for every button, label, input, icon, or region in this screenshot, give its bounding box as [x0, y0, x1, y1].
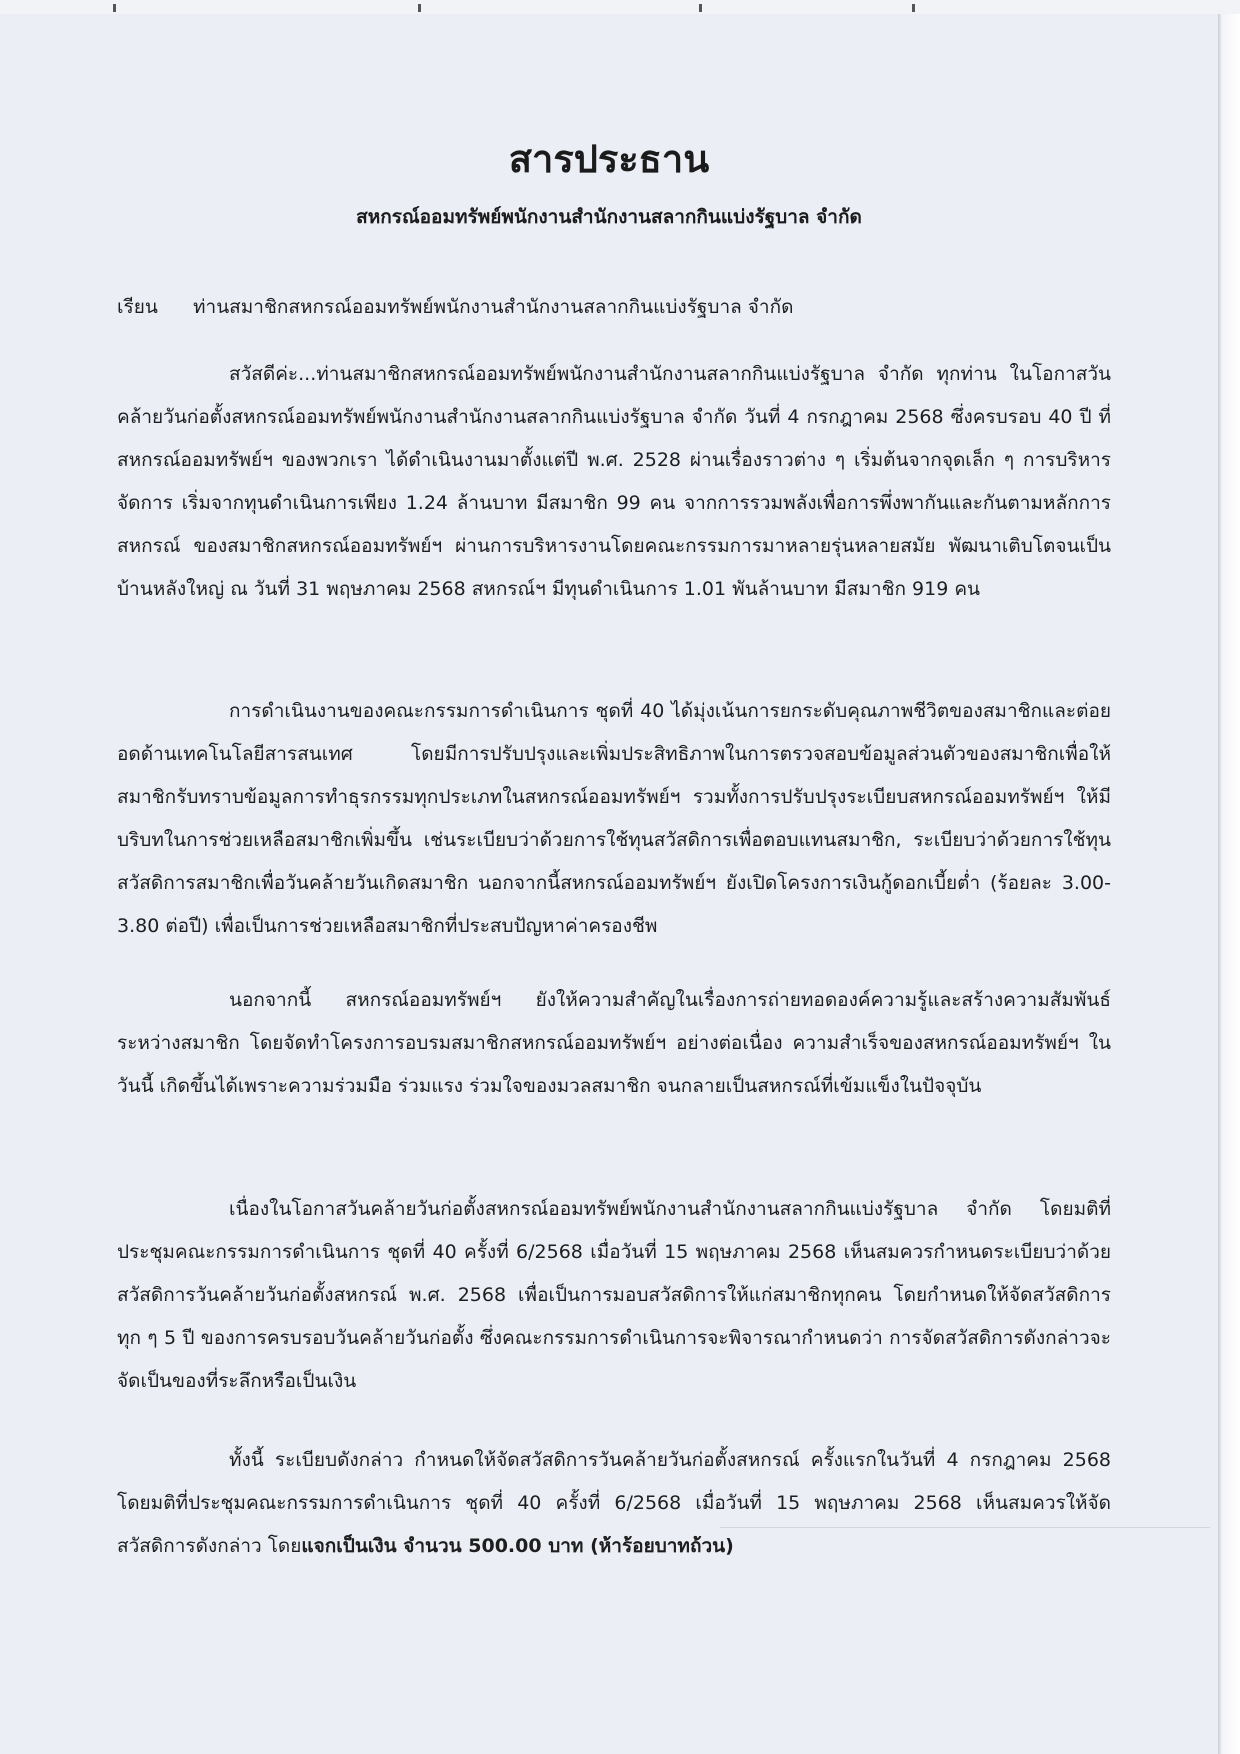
paragraph-4: เนื่องในโอกาสวันคล้ายวันก่อตั้งสหกรณ์ออมทรัพย์พนักงานสำนักงานสลากกินแบ่งรัฐบาล จำกัด โดยมติที่ประชุมคณะกรรมการดำเนินการ ชุดที่ 40 ครั้งที่ 6/2568 เมื่อวันที่ 15 พฤษภาคม 2568 เห็นสมควรกำหนดระเบียบว่าด้วย สวัสดิการวันคล้ายวันก่อตั้งสหกรณ์ พ.ศ. 2568 เพื่อเป็นการมอบสวัสดิการให้แก่สมาชิกทุกคน โดยกำหนดให้จัดสวัสดิการ ทุก ๆ 5 ปี ของการครบรอบวันคล้ายวันก่อตั้ง ซึ่งคณะกรรมการดำเนินการจะพิจารณากำหนดว่า การจัดสวัสดิการดังกล่าวจะจัดเป็นของที่ระลึกหรือเป็นเงิน — [117, 1198, 1111, 1392]
scan-top-strip — [0, 0, 1240, 14]
salutation-label: เรียน — [117, 296, 158, 318]
paragraph-2: การดำเนินงานของคณะกรรมการดำเนินการ ชุดที่ 40 ได้มุ่งเน้นการยกระดับคุณภาพชีวิตของสมาชิกและต่อยอดด้านเทคโนโลยีสารสนเทศ โดยมีการปรับปรุงและเพิ่มประสิทธิภาพในการตรวจสอบข้อมูลส่วนตัวของสมาชิกเพื่อให้สมาชิกรับทราบข้อมูลการทำธุรกรรมทุกประเภทในสหกรณ์ออมทรัพย์ฯ รวมทั้งการปรับปรุงระเบียบสหกรณ์ออมทรัพย์ฯ ให้มีบริบทในการช่วยเหลือสมาชิกเพิ่มขึ้น เช่นระเบียบว่าด้วยการใช้ทุนสวัสดิการเพื่อตอบแทนสมาชิก, ระเบียบว่าด้วยการใช้ทุนสวัสดิการสมาชิกเพื่อวันคล้ายวันเกิดสมาชิก นอกจากนี้สหกรณ์ออมทรัพย์ฯ ยังเปิดโครงการเงินกู้ดอกเบี้ยต่ำ (ร้อยละ 3.00-3.80 ต่อปี) เพื่อเป็นการช่วยเหลือสมาชิกที่ประสบปัญหาค่าครองชีพ — [117, 700, 1111, 937]
salutation — [117, 292, 793, 322]
scan-mark — [418, 4, 421, 12]
paragraph-3: นอกจากนี้ สหกรณ์ออมทรัพย์ฯ ยังให้ความสำคัญในเรื่องการถ่ายทอดองค์ความรู้และสร้างความสัมพันธ์ระหว่างสมาชิก โดยจัดทำโครงการอบรมสมาชิกสหกรณ์ออมทรัพย์ฯ อย่างต่อเนื่อง ความสำเร็จของสหกรณ์ออมทรัพย์ฯ ในวันนี้ เกิดขึ้นได้เพราะความร่วมมือ ร่วมแรง ร่วมใจของมวลสมาชิก จนกลายเป็นสหกรณ์ที่เข้มแข็งในปัจจุบัน — [117, 989, 1111, 1097]
salutation-recipient: ท่านสมาชิกสหกรณ์ออมทรัพย์พนักงานสำนักงานสลากกินแบ่งรัฐบาล จำกัด — [193, 296, 794, 318]
scan-mark — [912, 4, 915, 12]
paragraph-1: สวัสดีค่ะ...ท่านสมาชิกสหกรณ์ออมทรัพย์พนักงานสำนักงานสลากกินแบ่งรัฐบาล จำกัด ทุกท่าน ในโอกาสวันคล้ายวันก่อตั้งสหกรณ์ออมทรัพย์พนักงานสำนักงานสลากกินแบ่งรัฐบาล จำกัด วันที่ 4 กรกฎาคม 2568 ซึ่งครบรอบ 40 ปี ที่สหกรณ์ออมทรัพย์ฯ ของพวกเรา ได้ดำเนินงานมาตั้งแต่ปี พ.ศ. 2528 ผ่านเรื่องราวต่าง ๆ เริ่มต้นจากจุดเล็ก ๆ การบริหารจัดการ เริ่มจากทุนดำเนินการเพียง 1.24 ล้านบาท มีสมาชิก 99 คน จากการรวมพลังเพื่อการพึ่งพากันและกันตามหลักการสหกรณ์ ของสมาชิกสหกรณ์ออมทรัพย์ฯ ผ่านการบริหารงานโดยคณะกรรมการมาหลายรุ่นหลายสมัย พัฒนาเติบโตจนเป็นบ้านหลังใหญ่ ณ วันที่ 31 พฤษภาคม 2568 สหกรณ์ฯ มีทุนดำเนินการ 1.01 พันล้านบาท มีสมาชิก 919 คน — [117, 363, 1111, 600]
paragraph-5 — [117, 1439, 1111, 1568]
paragraph-5-emphasis: แจกเป็นเงิน จำนวน 500.00 บาท (ห้าร้อยบาทถ้วน) — [301, 1535, 734, 1557]
page-title: สารประธาน — [508, 137, 710, 181]
organization-name: สหกรณ์ออมทรัพย์พนักงานสำนักงานสลากกินแบ่งรัฐบาล จำกัด — [356, 206, 862, 228]
scan-edge — [1218, 0, 1240, 1754]
paragraph-5-text: ทั้งนี้ ระเบียบดังกล่าว กำหนดให้จัดสวัสดิการวันคล้ายวันก่อตั้งสหกรณ์ ครั้งแรกในวันที่ 4 กรกฎาคม 2568 โดยมติที่ประชุมคณะกรรมการดำเนินการ ชุดที่ 40 ครั้งที่ 6/2568 เมื่อวันที่ 15 พฤษภาคม 2568 เห็นสมควรให้จัดสวัสดิการดังกล่าว โดย — [117, 1449, 1111, 1557]
faint-rule — [720, 1527, 1210, 1528]
scan-mark — [113, 4, 116, 12]
scan-mark — [699, 4, 702, 12]
